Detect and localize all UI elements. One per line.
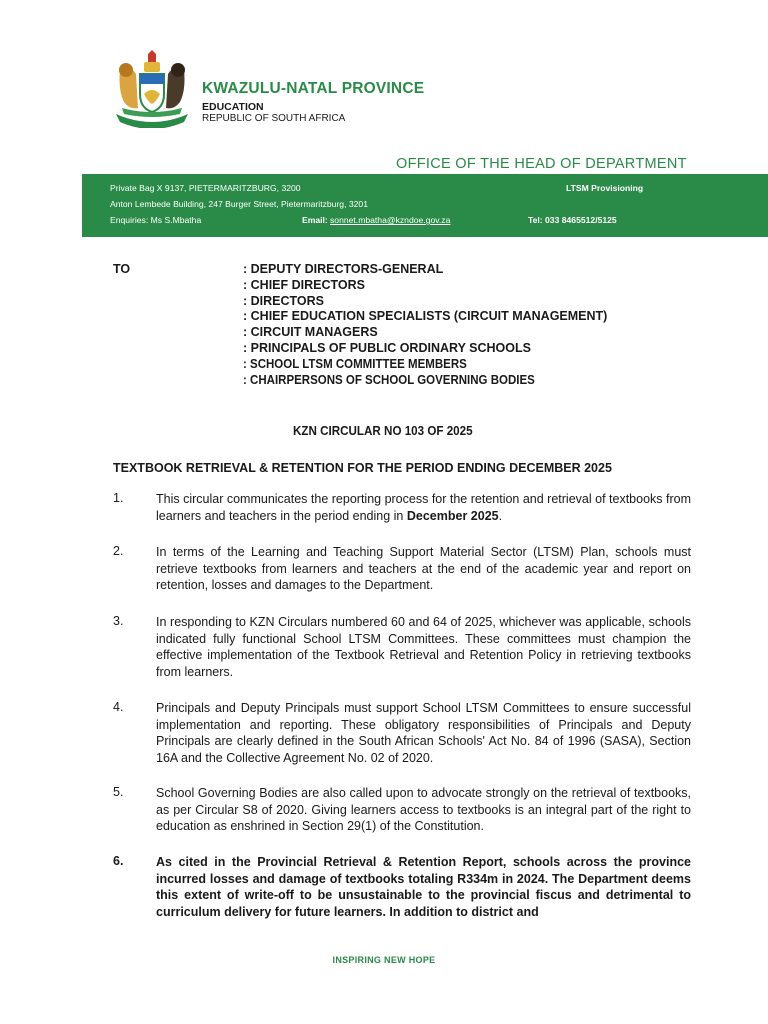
paragraph-text-part: This circular communicates the reporting process for the retention and retrieval of textbooks from learners and teachers in the period ending in [156,492,691,523]
paragraph-number: 1. [113,491,124,505]
circular-number: KZN CIRCULAR NO 103 OF 2025 [293,424,473,438]
addressee-item: : CHIEF EDUCATION SPECIALISTS (CIRCUIT MANAGEMENT) [243,309,608,324]
paragraph-bold-date: December 2025 [406,508,499,523]
paragraph-text: In terms of the Learning and Teaching Support Material Sector (LTSM) Plan, schools must retrieve textbooks from learners and teachers at the end of the academic year and report on retention, losses and damages to the Department. [156,545,691,593]
department-name: EDUCATION [202,101,264,113]
office-title: OFFICE OF THE HEAD OF DEPARTMENT [396,156,687,172]
contact-banner [82,174,768,237]
province-name: KWAZULU-NATAL PROVINCE [202,80,425,97]
coat-of-arms-icon [110,50,194,128]
paragraph-text [156,491,691,524]
unit-name: LTSM Provisioning [566,183,644,193]
paragraph-number: 5. [113,785,124,799]
country-name: REPUBLIC OF SOUTH AFRICA [202,113,346,124]
addressee-list [243,262,607,388]
paragraph-number: 6. [113,854,124,868]
addressee-item: : SCHOOL LTSM COMMITTEE MEMBERS [243,356,467,371]
paragraph-text: School Governing Bodies are also called upon to advocate strongly on the retrieval of textbooks, as per Circular S8 of 2020. Giving learners access to textbooks is an integral part of the right to education as enshrined in Section 29(1) of the Constitution. [156,786,691,834]
addressee-item: : DEPUTY DIRECTORS-GENERAL [243,262,444,276]
paragraph-text-part: . [498,508,503,523]
email-label: Email: [302,215,328,225]
paragraph-text: In responding to KZN Circulars numbered 60 and 64 of 2025, whichever was applicable, schools indicated fully functional School LTSM Committees. These committees must champion the effective implementation of the Textbook Retrieval and Retention Policy in retrieving textbooks from learners. [156,615,691,679]
physical-address: Anton Lembede Building, 247 Burger Street, Pietermaritzburg, 3201 [110,199,368,209]
paragraph-text: As cited in the Provincial Retrieval & Retention Report, schools across the province incurred losses and damage of textbooks totaling R334m in 2024. The Department deems this extent of write-off to be unsustainable to the provincial fiscus and detrimental to curriculum delivery for future learners. In addition to district and [156,855,691,919]
to-label: TO [113,262,131,276]
paragraph-number: 2. [113,544,124,558]
addressee-item: : CHIEF DIRECTORS [243,277,365,292]
telephone: Tel: 033 8465512/5125 [528,215,617,225]
enquiries: Enquiries: Ms S.Mbatha [110,215,202,225]
email-link[interactable]: sonnet.mbatha@kzndoe.gov.za [330,215,451,225]
paragraph-number: 3. [113,614,124,628]
addressee-item: : CIRCUIT MANAGERS [243,325,378,340]
footer-slogan: INSPIRING NEW HOPE [332,955,436,965]
paragraph-text: Principals and Deputy Principals must support School LTSM Committees to ensure successful implementation and reporting. These obligatory responsibilities of Principals and Deputy Principals are clearly defined in the South African Schools' Act No. 84 of 1996 (SASA), Section 16A and the Collective Agreement No. 02 of 2020. [156,701,691,765]
letterhead-brand [202,80,424,124]
postal-address: Private Bag X 9137, PIETERMARITZBURG, 3200 [110,183,301,193]
addressee-item: : DIRECTORS [243,293,325,308]
paragraph-number: 4. [113,700,124,714]
addressee-item: : PRINCIPALS OF PUBLIC ORDINARY SCHOOLS [243,340,531,355]
addressee-item: : CHAIRPERSONS OF SCHOOL GOVERNING BODIES [243,372,535,387]
subject-heading: TEXTBOOK RETRIEVAL & RETENTION FOR THE PERIOD ENDING DECEMBER 2025 [113,461,612,475]
